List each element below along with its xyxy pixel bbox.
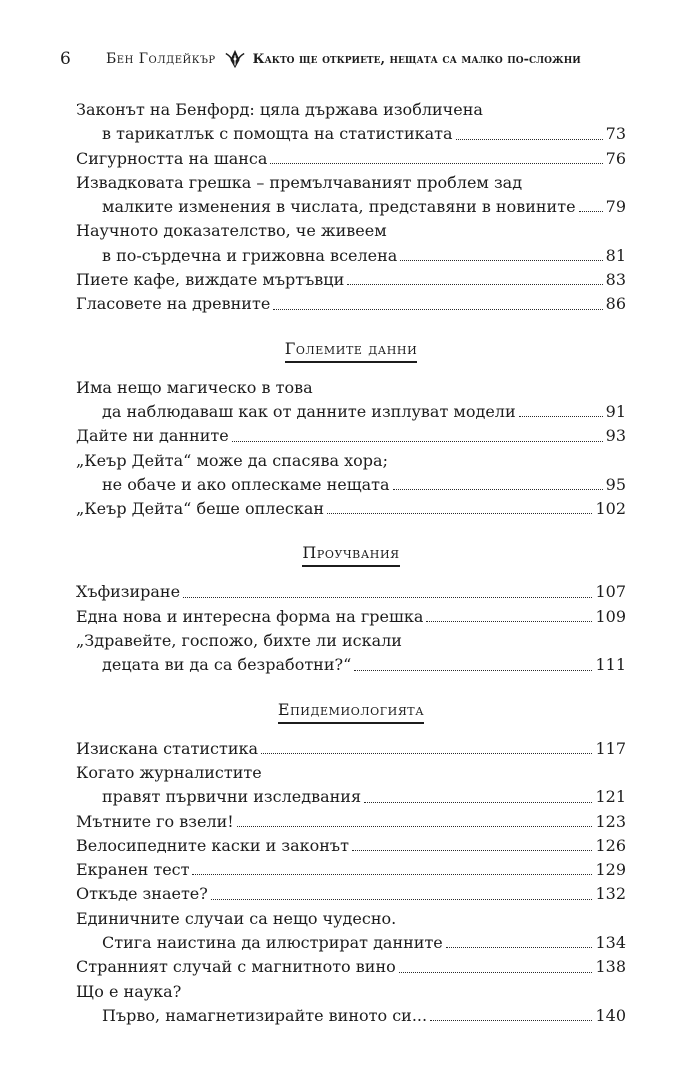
toc-entry-title: Единичните случаи са нещо чудесно.: [76, 908, 397, 928]
section-spacer: [76, 363, 626, 376]
running-header: [60, 44, 630, 74]
toc-entry-line: [76, 653, 626, 677]
toc-entry[interactable]: [76, 497, 626, 521]
toc-entry-line: [76, 376, 626, 400]
toc-entry-line: [76, 292, 626, 316]
toc-entry-title: правят първични изследвания: [102, 787, 362, 807]
toc-page-number: 121: [595, 787, 626, 807]
toc-entry-title: Законът на Бенфорд: цяла държава изобличена: [76, 100, 483, 119]
toc-entry[interactable]: [76, 955, 626, 979]
toc-entry-title: Гласовете на древните: [76, 294, 271, 314]
toc-entry-line: [76, 882, 626, 906]
toc-entry-line: [76, 834, 626, 858]
section-heading-text: Проучвания: [302, 543, 399, 567]
dot-leader: [347, 283, 602, 285]
toc-entry-title: в тарикатлък с помощта на статистиката: [102, 124, 453, 144]
dot-leader: [232, 440, 603, 442]
toc-entry[interactable]: [76, 449, 626, 498]
toc-entry[interactable]: [76, 424, 626, 448]
toc-entry-line: [76, 424, 626, 448]
toc-entry-line: [76, 268, 626, 292]
toc-entry-line: [76, 907, 626, 931]
toc-entry-line: [76, 1004, 626, 1028]
toc-entry-title: Дайте ни данните: [76, 426, 229, 446]
toc-page-number: 76: [605, 148, 626, 168]
toc-entry-title: Странният случай с магнитното вино: [76, 957, 396, 977]
toc-entry-line: [76, 761, 626, 785]
dot-leader: [273, 308, 602, 310]
dot-leader: [456, 138, 603, 140]
toc-page-number: 132: [595, 884, 626, 904]
toc-entry-title: Има нещо магическо в това: [76, 377, 313, 397]
toc-entry-line: [76, 195, 626, 219]
toc-page-number: 109: [595, 606, 626, 626]
toc-page-number: 129: [595, 860, 626, 880]
dot-leader: [426, 620, 592, 622]
dot-leader: [183, 596, 592, 598]
toc-entry[interactable]: [76, 219, 626, 268]
pen-nib-icon: [224, 48, 246, 70]
toc-entry-line: [76, 473, 626, 497]
dot-leader: [352, 849, 592, 851]
dot-leader: [400, 259, 602, 261]
toc-entry-title: децата ви да са безработни?“: [102, 655, 352, 675]
toc-page-number: 117: [595, 738, 626, 758]
toc-entry[interactable]: [76, 605, 626, 629]
toc-entry[interactable]: [76, 629, 626, 678]
running-title: Както ще откриете, нещата са малко по-сложни: [252, 51, 581, 67]
toc-entry-line: [76, 449, 626, 473]
toc-entry-title: Сигурността на шанса: [76, 148, 268, 168]
toc-entry-title: „Кеър Дейта“ беше оплескан: [76, 499, 325, 519]
toc-page-number: 86: [605, 294, 626, 314]
dot-leader: [327, 512, 592, 514]
toc-entry-line: [76, 737, 626, 761]
toc-page-number: 107: [595, 582, 626, 602]
toc-entry-title: Стига наистина да илюстрират данните: [102, 933, 443, 953]
dot-leader: [237, 825, 593, 827]
toc-page-number: 123: [595, 811, 626, 831]
toc-entry-line: [76, 122, 626, 146]
dot-leader: [446, 946, 593, 948]
toc-entry-title: да наблюдаваш как от данните изплуват модели: [102, 401, 516, 421]
toc-entry[interactable]: [76, 858, 626, 882]
toc-entry-title: Велосипедните каски и законът: [76, 835, 349, 855]
toc-entry-line: [76, 400, 626, 424]
section-heading: [76, 543, 626, 567]
section-heading: [76, 700, 626, 724]
toc-entry-line: [76, 605, 626, 629]
toc-page-number: 79: [605, 197, 626, 217]
dot-leader: [519, 415, 603, 417]
toc-entry-title: в по-сърдечна и грижовна вселена: [102, 245, 398, 265]
dot-leader: [211, 898, 593, 900]
toc-page-number: 102: [595, 499, 626, 519]
page-number: 6: [60, 49, 71, 69]
toc-entry-line: [76, 785, 626, 809]
toc-entry-line: [76, 98, 626, 122]
toc-page-number: 81: [605, 245, 626, 265]
section-spacer: [76, 521, 626, 543]
toc-entry-title: Извадковата грешка – премълчаваният проблем зад: [76, 172, 523, 192]
toc-entry[interactable]: [76, 882, 626, 906]
toc-entry[interactable]: [76, 292, 626, 316]
toc-entry[interactable]: [76, 980, 626, 1029]
author-name: Бен Голдейкър: [106, 51, 216, 67]
toc-entry-line: [76, 497, 626, 521]
toc-page-number: 140: [595, 1005, 626, 1025]
section-spacer: [76, 724, 626, 737]
toc-entry-line: [76, 171, 626, 195]
section-spacer: [76, 567, 626, 580]
toc-entry-line: [76, 980, 626, 1004]
toc-entry[interactable]: [76, 580, 626, 604]
toc-entry-title: малките изменения в числата, представяни в новините: [102, 197, 576, 217]
toc-entry-line: [76, 219, 626, 243]
toc-page-number: 93: [605, 426, 626, 446]
toc-entry[interactable]: [76, 737, 626, 761]
section-spacer: [76, 317, 626, 339]
section-heading: [76, 339, 626, 363]
toc-entry-title: „Кеър Дейта“ може да спасява хора;: [76, 450, 388, 470]
section-spacer: [76, 678, 626, 700]
toc-page-number: 95: [605, 474, 626, 494]
toc-entry-title: Откъде знаете?: [76, 884, 208, 904]
dot-leader: [270, 162, 602, 164]
dot-leader: [364, 801, 592, 803]
toc-entry-line: [76, 147, 626, 171]
toc-entry[interactable]: [76, 810, 626, 834]
toc-entry-line: [76, 810, 626, 834]
toc-page-number: 126: [595, 835, 626, 855]
toc-page-number: 91: [605, 401, 626, 421]
dot-leader: [399, 971, 593, 973]
toc-entry-line: [76, 858, 626, 882]
toc-entry-line: [76, 244, 626, 268]
dot-leader: [261, 752, 592, 754]
toc-page-number: 138: [595, 957, 626, 977]
toc-entry-line: [76, 580, 626, 604]
toc-entry[interactable]: [76, 147, 626, 171]
toc-entry-line: [76, 629, 626, 653]
dot-leader: [579, 210, 603, 212]
toc-entry-title: Екранен тест: [76, 860, 190, 880]
toc-entry-title: Хъфизиране: [76, 582, 181, 602]
toc-entry-title: не обаче и ако оплескаме нещата: [102, 474, 390, 494]
toc-entry-line: [76, 931, 626, 955]
toc-entry-title: Първо, намагнетизирайте виното си...: [102, 1005, 428, 1025]
toc-entry[interactable]: [76, 171, 626, 220]
toc-entry[interactable]: [76, 761, 626, 810]
dot-leader: [393, 488, 603, 490]
dot-leader: [354, 669, 592, 671]
toc-page-number: 83: [605, 270, 626, 290]
toc-entry-line: [76, 955, 626, 979]
toc-entry-title: Една нова и интересна форма на грешка: [76, 606, 424, 626]
section-heading-text: Големите данни: [285, 339, 418, 363]
toc-entry[interactable]: [76, 98, 626, 147]
toc-entry-title: Когато журналистите: [76, 762, 262, 782]
toc-page-number: 134: [595, 933, 626, 953]
dot-leader: [192, 873, 592, 875]
toc-entry-title: „Здравейте, госпожо, бихте ли искали: [76, 631, 402, 651]
toc-entry[interactable]: [76, 376, 626, 425]
toc-page-number: 73: [605, 124, 626, 144]
toc-page-number: 111: [595, 655, 626, 675]
toc-entry-title: Мътните го взели!: [76, 811, 234, 831]
dot-leader: [430, 1019, 592, 1021]
toc-entry[interactable]: [76, 907, 626, 956]
toc-entry-title: Изискана статистика: [76, 738, 259, 758]
section-heading-text: Епидемиологията: [278, 700, 424, 724]
toc-entry-title: Пиете кафе, виждате мъртъвци: [76, 270, 345, 290]
toc-entry-title: Що е наука?: [76, 981, 182, 1001]
toc-entry[interactable]: [76, 268, 626, 292]
toc-entry-title: Научното доказателство, че живеем: [76, 221, 387, 241]
table-of-contents: [76, 98, 626, 1028]
toc-entry[interactable]: [76, 834, 626, 858]
